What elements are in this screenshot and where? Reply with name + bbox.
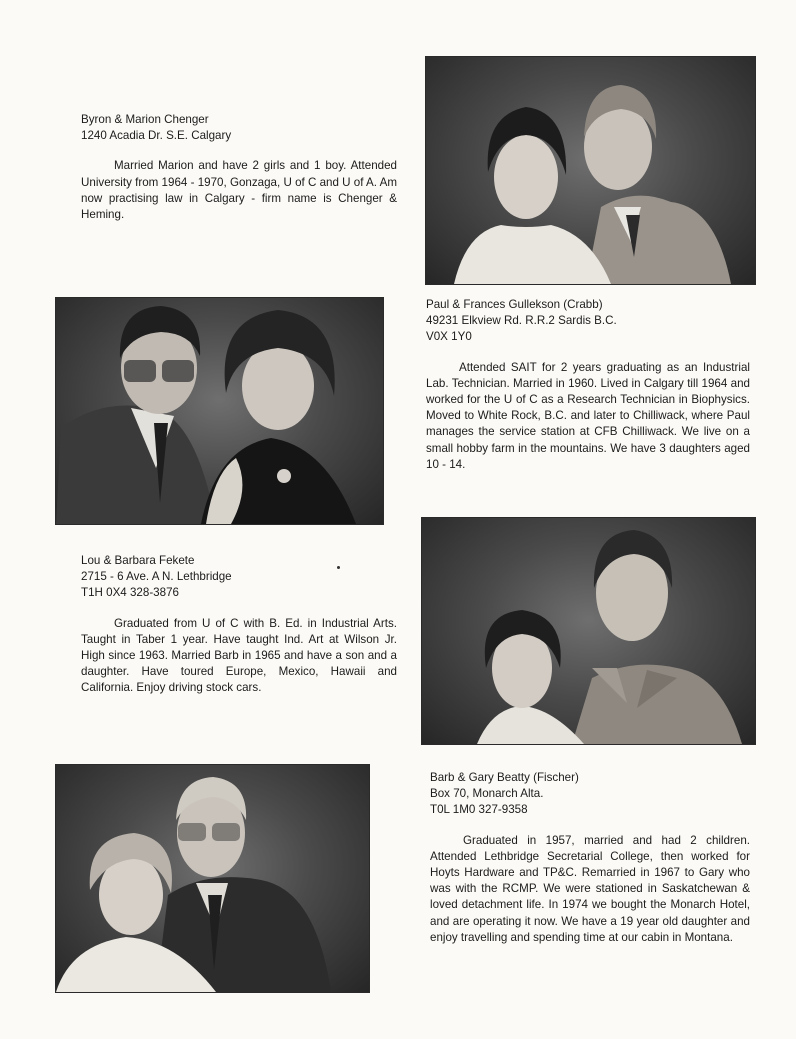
entry-fekete bbox=[81, 553, 397, 697]
entry-address-line: 49231 Elkview Rd. R.R.2 Sardis B.C. bbox=[426, 314, 617, 328]
entry-bio: Graduated in 1957, married and had 2 children. Attended Lethbridge Secretarial College, then worked for Hoyts Hardware and TP&C. Remarried in 1967 to Gary who was with the RCMP. We were stationed in Saskatchewan & loved detachment life. In 1974 we bought the Monarch Hotel, and are operating it now. We have a 19 year old daughter and enjoy travelling and spending time at our cabin in Montana. bbox=[430, 833, 750, 944]
entry-address-line: 2715 - 6 Ave. A N. Lethbridge bbox=[81, 570, 232, 584]
entry-postal-code: V0X 1Y0 bbox=[426, 330, 472, 344]
entry-name: Paul & Frances Gullekson (Crabb) bbox=[426, 298, 603, 311]
entry-gullekson bbox=[426, 297, 750, 473]
entry-address-line: Box 70, Monarch Alta. bbox=[430, 787, 544, 801]
photo-chenger-couple bbox=[425, 56, 756, 285]
entry-postal-phone: T1H 0X4 328-3876 bbox=[81, 586, 179, 600]
entry-bio: Married Marion and have 2 girls and 1 boy. Attended University from 1964 - 1970, Gonzaga, U of C and U of A. Am now practising law in Calgary - firm name is Chenger & Heming. bbox=[81, 159, 397, 222]
entry-address-line: 1240 Acadia Dr. S.E. Calgary bbox=[81, 129, 232, 143]
entry-beatty bbox=[430, 770, 750, 946]
entry-name: Barb & Gary Beatty (Fischer) bbox=[430, 771, 579, 784]
entry-bio: Attended SAIT for 2 years graduating as an Industrial Lab. Technician. Married in 1960. Lived in Calgary till 1964 and worked for the U of C as a Research Technician in Biophysics. Moved to White Rock, B.C. and later to Chilliwack, where Paul manages the service station at CFB Chilliwack. We live on a small hobby farm in the mountains. We have 3 daughters aged 10 - 14. bbox=[426, 360, 750, 471]
photo-beatty-couple bbox=[55, 764, 370, 993]
photo-gullekson-couple bbox=[421, 517, 756, 745]
print-speck bbox=[337, 566, 340, 569]
entry-postal-phone: T0L 1M0 327-9358 bbox=[430, 803, 528, 817]
entry-name: Lou & Barbara Fekete bbox=[81, 554, 195, 567]
photo-fekete-couple bbox=[55, 297, 384, 525]
entry-chenger bbox=[81, 112, 397, 223]
entry-name: Byron & Marion Chenger bbox=[81, 113, 209, 126]
entry-bio: Graduated from U of C with B. Ed. in Industrial Arts. Taught in Taber 1 year. Have taught Ind. Art at Wilson Jr. High since 1963. Married Barb in 1965 and have a son and a daughter. Have toured Europe, Mexico, Hawaii and California. Enjoy driving stock cars. bbox=[81, 616, 397, 695]
